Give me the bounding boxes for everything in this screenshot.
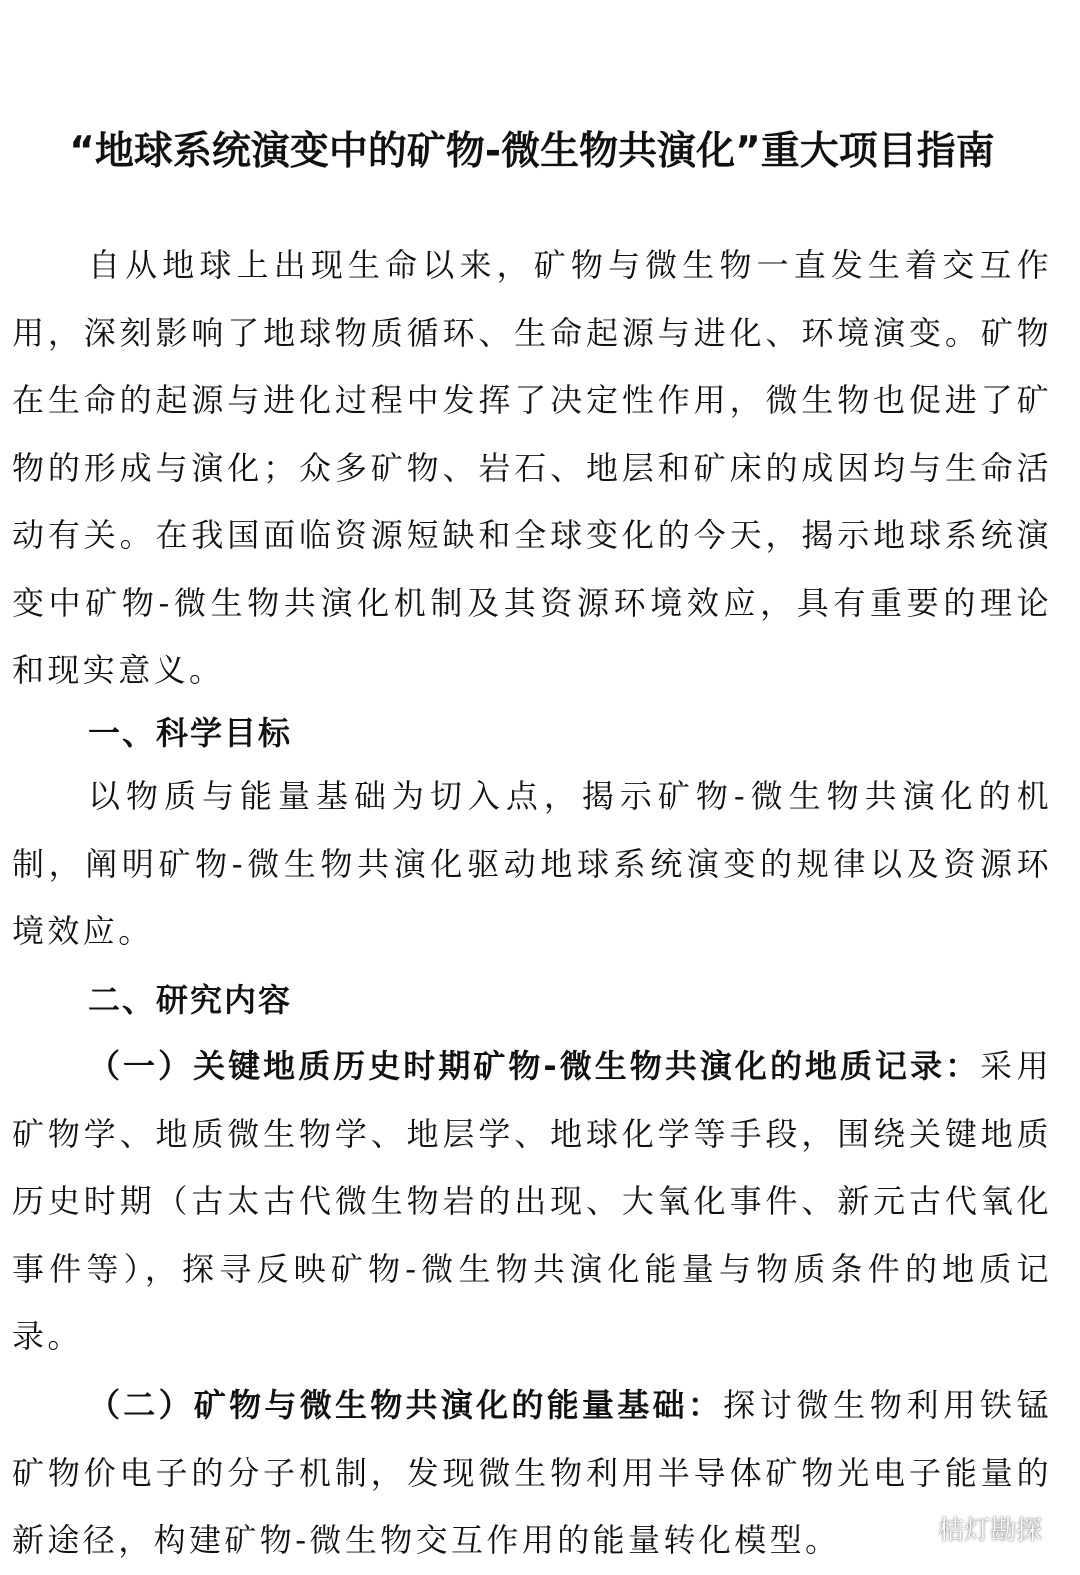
watermark	[896, 1510, 1042, 1547]
content-item-1-label: （一）关键地质历史时期矿物-微生物共演化的地质记录：	[88, 1047, 981, 1085]
goals-paragraph: 以物质与能量基础为切入点，揭示矿物-微生物共演化的机制，阐明矿物-微生物共演化驱动地球系统演变的规律以及资源环境效应。	[12, 777, 1052, 950]
content-item-1-text: 采用矿物学、地质微生物学、地层学、地球化学等手段，围绕关键地质历史时期（古太古代微生物岩的出现、大氧化事件、新元古代氧化事件等），探寻反映矿物-微生物共演化能量与物质条件的地质记录。	[12, 1047, 1052, 1355]
section-heading-contents: 二、研究内容	[88, 981, 293, 1019]
section-heading-goals: 一、科学目标	[88, 714, 293, 752]
wechat-icon	[896, 1514, 930, 1544]
watermark-text: 桔灯勘探	[937, 1516, 1042, 1546]
document-title: “地球系统演变中的矿物-微生物共演化”重大项目指南	[69, 129, 995, 175]
content-item-1	[12, 1033, 1052, 1371]
content-item-2-label: （二）矿物与微生物共演化的能量基础：	[88, 1386, 724, 1424]
document-page	[12, 0, 1052, 1575]
content-item-2-text: 探讨微生物利用铁锰矿物价电子的分子机制，发现微生物利用半导体矿物光电子能量的新途径，构建矿物-微生物交互作用的能量转化模型。	[12, 1386, 1052, 1559]
intro-paragraph: 自从地球上出现生命以来，矿物与微生物一直发生着交互作用，深刻影响了地球物质循环、生命起源与进化、环境演变。矿物在生命的起源与进化过程中发挥了决定性作用，微生物也促进了矿物的形成与演化；众多矿物、岩石、地层和矿床的成因均与生命活动有关。在我国面临资源短缺和全球变化的今天，揭示地球系统演变中矿物-微生物共演化机制及其资源环境效应，具有重要的理论和现实意义。	[12, 246, 1052, 689]
